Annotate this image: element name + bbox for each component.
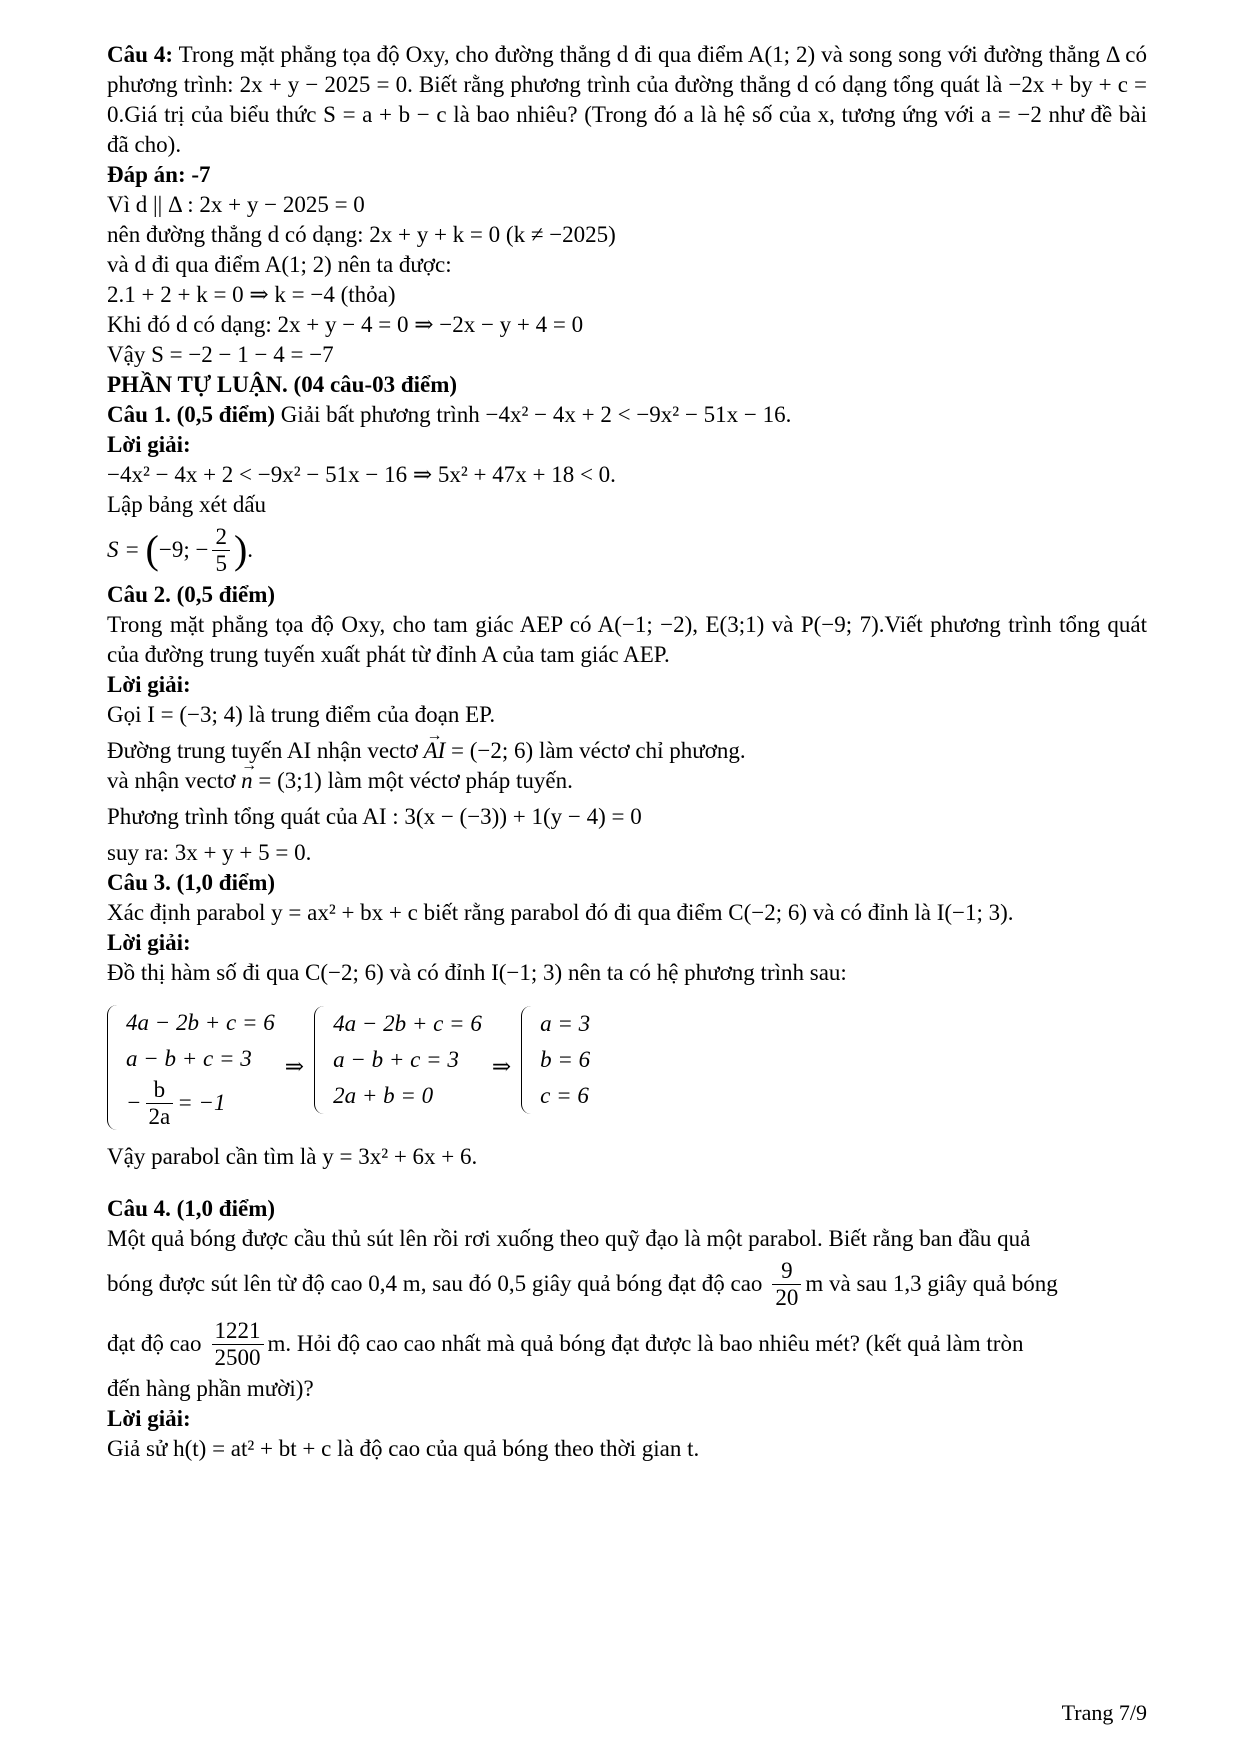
c4-text2-b: m và sau 1,3 giây quả bóng — [805, 1271, 1058, 1296]
c3-sys3-row2: b = 6 — [540, 1047, 591, 1072]
c3-text: Xác định parabol y = ax² + bx + c biết rằng parabol đó đi qua điểm C(−2; 6) và có đỉnh là I(−1; 3). — [107, 900, 1014, 925]
c2-line2-a: Đường trung tuyến AI nhận vectơ — [107, 738, 424, 763]
c4-line1: Giả sử h(t) = at² + bt + c là độ cao của quả bóng theo thời gian t. — [107, 1436, 700, 1461]
c3-sys1-fraction — [146, 1077, 174, 1130]
c4-text2-a: bóng được sút lên từ độ cao 0,4 m, sau đó 0,5 giây quả bóng đạt độ cao — [107, 1271, 763, 1296]
c2-line3 — [107, 766, 1147, 796]
c3-sys3-row1: a = 3 — [540, 1011, 591, 1036]
c4-f2-num: 1221 — [212, 1318, 264, 1345]
c3-system-1 — [107, 1005, 275, 1130]
c1-close-paren: ) — [233, 527, 248, 572]
c3-sys1-row1: 4a − 2b + c = 6 — [126, 1009, 275, 1035]
c1-solution-set — [107, 520, 1147, 580]
c3-line1: Đồ thị hàm số đi qua C(−2; 6) và có đỉnh I(−1; 3) nên ta có hệ phương trình sau: — [107, 960, 847, 985]
document-page — [107, 40, 1147, 1464]
c1-prompt: Giải bất phương trình −4x² − 4x + 2 < −9x² − 51x − 16. — [275, 402, 792, 427]
c4-text2 — [107, 1254, 1147, 1314]
c1-fraction — [212, 524, 230, 577]
c1-solution-label: Lời giải: — [107, 432, 191, 457]
c4-fraction-2 — [212, 1318, 264, 1371]
section-heading: PHẦN TỰ LUẬN. (04 câu-03 điểm) — [107, 372, 458, 397]
c2-heading: Câu 2. (0,5 điểm) — [107, 582, 276, 607]
q4-mc-line5: Khi đó d có dạng: 2x + y − 4 = 0 ⇒ −2x − y + 4 = 0 — [107, 312, 584, 337]
c3-line2: Vậy parabol cần tìm là y = 3x² + 6x + 6. — [107, 1144, 478, 1169]
q4-mc-line6: Vậy S = −2 − 1 − 4 = −7 — [107, 342, 334, 367]
c4-f2-den: 2500 — [214, 1344, 261, 1370]
q4-mc-line1: Vì d || Δ : 2x + y − 2025 = 0 — [107, 192, 365, 217]
q4-mc-answer: Đáp án: -7 — [107, 162, 211, 187]
q4-mc-line4: 2.1 + 2 + k = 0 ⇒ k = −4 (thỏa) — [107, 282, 396, 307]
c2-line3-b: = (3;1) làm một véctơ pháp tuyến. — [252, 768, 573, 793]
c4-text4: đến hàng phần mười)? — [107, 1376, 314, 1401]
c4-solution-label: Lời giải: — [107, 1406, 191, 1431]
c2-vector-ai: → AI — [424, 736, 446, 766]
c3-systems — [107, 992, 1147, 1142]
c3-implies-1: ⇒ — [284, 1054, 305, 1079]
c3-implies-2: ⇒ — [491, 1054, 512, 1079]
c3-sys1-minus: − — [126, 1090, 142, 1115]
c1-line2: Lập bảng xét dấu — [107, 492, 267, 517]
c3-sys2-row2: a − b + c = 3 — [333, 1047, 459, 1072]
c2-line2-b: = (−2; 6) làm véctơ chỉ phương. — [445, 738, 746, 763]
c4-fraction-1 — [772, 1258, 801, 1311]
c3-heading: Câu 3. (1,0 điểm) — [107, 870, 276, 895]
c2-text: Trong mặt phẳng tọa độ Oxy, cho tam giác AEP có A(−1; −2), E(3;1) và P(−9; 7).Viết phương trình tổng quát của đường trung tuyến xuất phát từ đỉnh A của tam giác AEP. — [107, 612, 1147, 667]
c4-f1-num: 9 — [772, 1258, 801, 1285]
c4-text1: Một quả bóng được cầu thủ sút lên rồi rơi xuống theo quỹ đạo là một parabol. Biết rằng ban đầu quả — [107, 1226, 1031, 1251]
q4-mc-line3: và d đi qua điểm A(1; 2) nên ta được: — [107, 252, 452, 277]
q4-mc-text: Trong mặt phẳng tọa độ Oxy, cho đường thẳng d đi qua điểm A(1; 2) và song song với đường thẳng Δ có phương trình: 2x + y − 2025 = 0. Biết rằng phương trình của đường thẳng d có dạng tổng quát là −2x + by + c = 0.Giá trị của biểu thức S = a + b − c là bao nhiêu? (Trong đó a là hệ số của x, tương ứng với a = −2 như đề bài đã cho). — [107, 42, 1148, 157]
c2-vector-n: → n — [241, 766, 253, 796]
c1-line1: −4x² − 4x + 2 < −9x² − 51x − 16 ⇒ 5x² + 47x + 18 < 0. — [107, 462, 616, 487]
c4-text3 — [107, 1314, 1147, 1374]
c3-sys1-row3 — [126, 1077, 275, 1130]
c1-set-prefix: S = — [107, 537, 146, 562]
c3-system-3 — [521, 1006, 590, 1114]
c1-set-end: . — [247, 537, 254, 562]
c4-text3-b: m. Hỏi độ cao cao nhất mà quả bóng đạt được là bao nhiêu mét? (kết quả làm tròn — [267, 1331, 1024, 1356]
c4-f1-den: 20 — [775, 1284, 799, 1310]
c2-solution-label: Lời giải: — [107, 672, 191, 697]
c4-heading: Câu 4. (1,0 điểm) — [107, 1196, 276, 1221]
c1-frac-num: 2 — [212, 524, 230, 551]
c3-brace-3 — [521, 1006, 534, 1114]
c2-line3-a: và nhận vectơ — [107, 768, 242, 793]
c1-open-paren: ( — [145, 527, 159, 572]
c3-sys1-frac-num: b — [146, 1077, 174, 1104]
c3-sys1-frac-den: 2a — [148, 1103, 171, 1129]
c4-text3-a: đạt độ cao — [107, 1331, 202, 1356]
c1-heading: Câu 1. (0,5 điểm) — [107, 402, 276, 427]
c3-brace-2 — [314, 1006, 327, 1114]
c2-line5: suy ra: 3x + y + 5 = 0. — [107, 840, 312, 865]
c2-line2 — [107, 736, 1147, 766]
c3-system-2 — [314, 1006, 482, 1114]
c3-sys2-row3: 2a + b = 0 — [333, 1083, 434, 1108]
c3-sys3-row3: c = 6 — [540, 1083, 589, 1108]
q4-mc-problem — [107, 40, 1147, 160]
c3-sys1-rhs: = −1 — [177, 1090, 226, 1115]
c1-frac-den: 5 — [215, 550, 227, 576]
c3-sys1-row2: a − b + c = 3 — [126, 1045, 252, 1071]
c1-set-mid: −9; − — [158, 537, 209, 562]
c3-solution-label: Lời giải: — [107, 930, 191, 955]
page-number: Trang 7/9 — [1061, 1700, 1147, 1725]
q4-mc-line2: nên đường thẳng d có dạng: 2x + y + k = 0 (k ≠ −2025) — [107, 222, 616, 247]
c2-line4: Phương trình tổng quát của AI : 3(x − (−3)) + 1(y − 4) = 0 — [107, 804, 642, 829]
c1-problem — [107, 400, 1147, 430]
c3-brace-1 — [107, 1005, 120, 1130]
q4-mc-heading: Câu 4: — [107, 42, 174, 67]
c2-line1: Gọi I = (−3; 4) là trung điểm của đoạn EP. — [107, 702, 496, 727]
c3-sys2-row1: 4a − 2b + c = 6 — [333, 1011, 482, 1036]
